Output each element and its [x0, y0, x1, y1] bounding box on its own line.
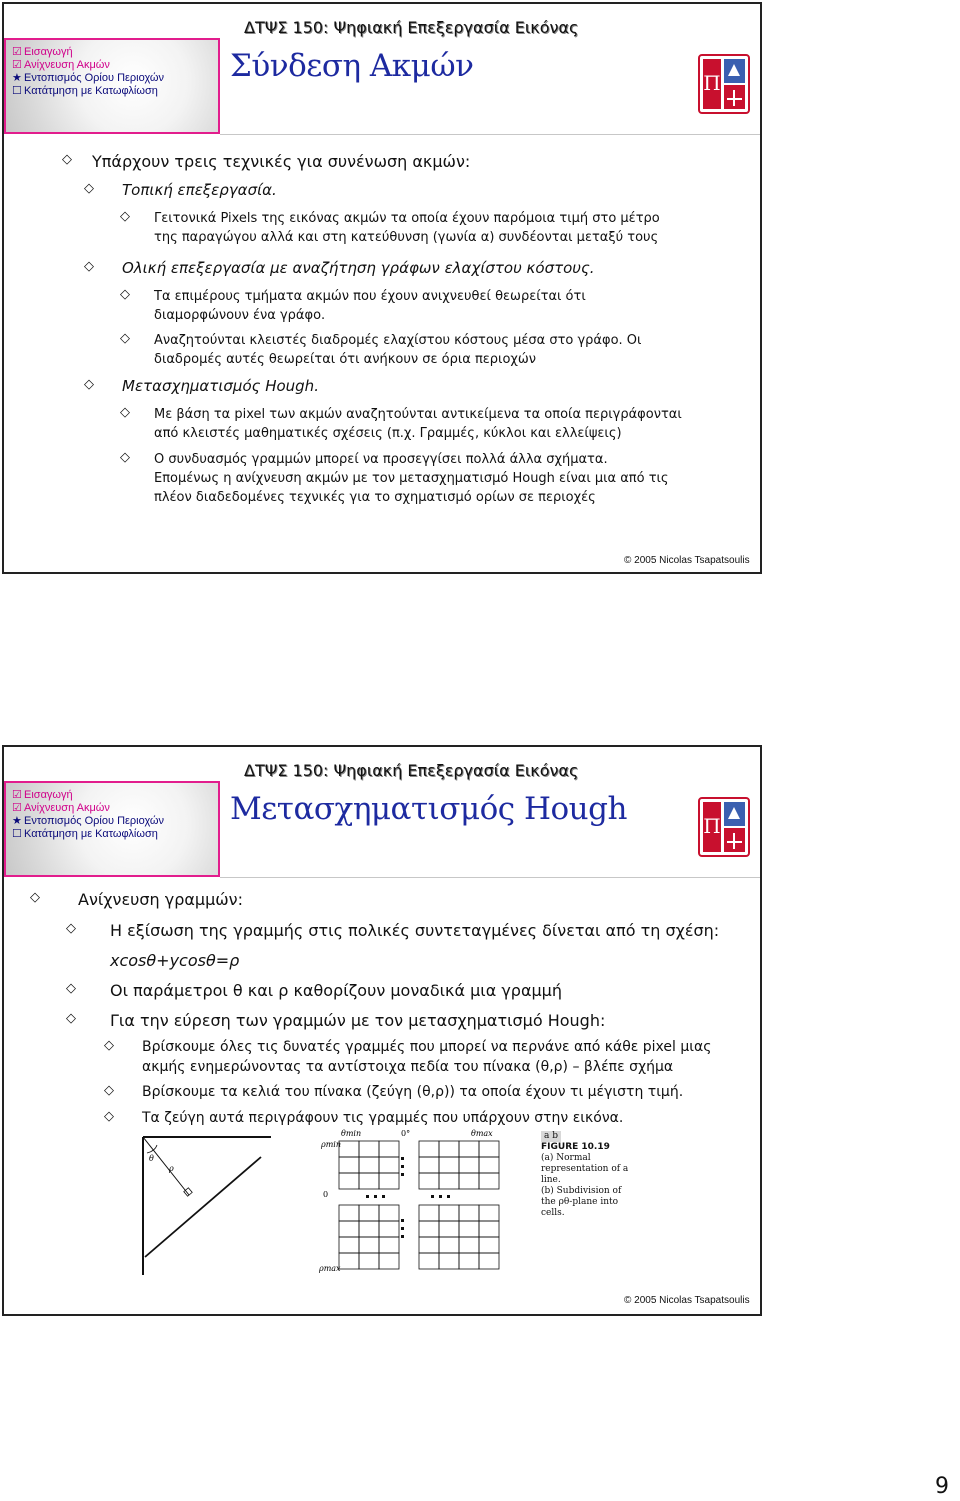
nav-item-label: Κατάτμηση με Κατωφλίωση: [24, 828, 158, 840]
course-title: ΔΤΨΣ 150: Ψηφιακή Επεξεργασία Εικόνας: [244, 18, 579, 37]
university-logo-icon: [698, 54, 750, 114]
course-title: ΔΤΨΣ 150: Ψηφιακή Επεξεργασία Εικόνας: [244, 761, 579, 780]
hough-diagram: [111, 1127, 531, 1277]
star-icon: ★: [12, 815, 22, 827]
rho-max-label: ρmax: [319, 1264, 341, 1273]
nav-item-label: Κατάτμηση με Κατωφλίωση: [24, 85, 158, 97]
rho-theta-grid: [318, 1129, 499, 1273]
theta-label: θ: [149, 1154, 154, 1163]
accumulator-cell: [339, 1205, 359, 1221]
diamond-bullet-icon: ◇: [84, 181, 94, 196]
figure-caption: [541, 1131, 631, 1219]
accumulator-cell: [359, 1141, 379, 1157]
rho-min-label: ρmin: [321, 1140, 341, 1149]
accumulator-cell: [359, 1253, 379, 1269]
nav-item-thresholding[interactable]: [12, 85, 164, 98]
copyright-notice: © 2005 Nicolas Tsapatsoulis: [624, 1295, 750, 1306]
nav-item-label: Εισαγωγή: [24, 46, 73, 58]
title-divider: [220, 877, 760, 878]
theta-zero-label: 0°: [401, 1129, 411, 1138]
accumulator-cell: [359, 1205, 379, 1221]
diamond-bullet-icon: ◇: [84, 377, 94, 392]
nav-item-label: Ανίχνευση Ακμών: [24, 802, 110, 814]
university-logo-icon: [698, 797, 750, 857]
diamond-bullet-icon: ◇: [66, 1011, 76, 1026]
diamond-bullet-icon: ◇: [120, 450, 130, 465]
accumulator-cell: [379, 1141, 399, 1157]
nav-item-label: Ανίχνευση Ακμών: [24, 59, 110, 71]
caption-a: (a) Normal representation of a line.: [541, 1153, 629, 1185]
accumulator-cell: [359, 1173, 379, 1189]
accumulator-cell: [439, 1221, 459, 1237]
copyright-notice: © 2005 Nicolas Tsapatsoulis: [624, 555, 750, 566]
diamond-bullet-icon: ◇: [66, 981, 76, 996]
accumulator-cell: [419, 1237, 439, 1253]
accumulator-cell: [379, 1205, 399, 1221]
diamond-bullet-icon: ◇: [120, 209, 130, 224]
accumulator-cell: [439, 1157, 459, 1173]
accumulator-cell: [479, 1173, 499, 1189]
caption-b: (b) Subdivision of the ρθ-plane into cells.: [541, 1186, 622, 1218]
figure-number: FIGURE 10.19: [541, 1142, 610, 1152]
diamond-bullet-icon: ◇: [84, 259, 94, 274]
accumulator-cell: [419, 1205, 439, 1221]
accumulator-cell: [459, 1205, 479, 1221]
accumulator-cell: [479, 1141, 499, 1157]
nav-item-thresholding[interactable]: [12, 828, 164, 841]
accumulator-cell: [459, 1157, 479, 1173]
slide-edge-linking: ΔΤΨΣ 150: Ψηφιακή Επεξεργασία Εικόνας ☑ Εισαγωγή ☑ Ανίχνευση Ακμών ★ Εντοπισμός Ορίου Περιοχών ☐ Κατάτμηση με Κατωφλίωση Σύνδεση Ακμών Π ◇ Υπάρχουν τρεις τεχνικές για συνένωση ακμών: ◇ Τοπική επεξεργασία. ◇ Γειτονικά Pixels της εικόνας ακμών τα οποία έχουν παρόμοια τιμή στο μέτρο της παραγώγου αλλά και στη κατεύθυνση (γωνία α) συνδέονται μεταξύ τους ◇ Ολική επεξεργασία με αναζήτηση γράφων ελαχίστου κόστους. ◇ Τα επιμέρους τμήματα ακμών που έχουν ανιχνευθεί θεωρείται ότι διαμορφώνουν ένα γράφο. ◇ Αναζητούνται κλειστές διαδρομές ελαχίστου κόστους μέσα στο γράφο. Οι διαδρομές αυτές θεωρείται ότι ανήκουν σε όρια περιοχών ◇ Μετασχηματισμός Hough. ◇ Με βάση τα pixel των ακμών αναζητούνται αντικείμενα τα οποία περιγράφονται από κλειστές μαθηματικές σχέσεις (π.χ. Γραμμές, κύκλοι και ελλείψεις) ◇ Ο συνδυασμός γραμμών μπορεί να προσεγγίσει πολλά άλλα σχήματα. Επομένως η ανίχνευση ακμών με τον μετασχηματισμό Hough είναι μια από τις πλέον διαδεδομένες τεχνικές για το σχηματισμό ορίων σε περιοχές © 2005 Nicolas Tsapatsoulis: [2, 2, 762, 574]
checkbox-empty-icon: ☐: [12, 828, 22, 840]
accumulator-cell: [439, 1253, 459, 1269]
accumulator-cell: [339, 1141, 359, 1157]
diamond-bullet-icon: ◇: [30, 890, 40, 905]
accumulator-cell: [379, 1157, 399, 1173]
accumulator-cell: [459, 1253, 479, 1269]
accumulator-cell: [419, 1173, 439, 1189]
accumulator-cell: [379, 1221, 399, 1237]
diamond-bullet-icon: ◇: [120, 405, 130, 420]
accumulator-cell: [479, 1221, 499, 1237]
section-nav: [4, 38, 220, 134]
accumulator-cell: [379, 1173, 399, 1189]
accumulator-cell: [339, 1221, 359, 1237]
diamond-bullet-icon: ◇: [120, 287, 130, 302]
accumulator-cell: [379, 1237, 399, 1253]
accumulator-cell: [439, 1205, 459, 1221]
diamond-bullet-icon: ◇: [66, 921, 76, 936]
line-normal-panel: [143, 1137, 271, 1275]
rho-zero-label: 0: [323, 1190, 329, 1199]
slide-title: Μετασχηματισμός Hough: [230, 791, 627, 827]
accumulator-cell: [479, 1157, 499, 1173]
accumulator-cell: [459, 1237, 479, 1253]
accumulator-cell: [419, 1157, 439, 1173]
slide-hough-transform: ΔΤΨΣ 150: Ψηφιακή Επεξεργασία Εικόνας ☑ Εισαγωγή ☑ Ανίχνευση Ακμών ★ Εντοπισμός Ορίου Περιοχών ☐ Κατάτμηση με Κατωφλίωση Μετασχηματισμός Hough Π ◇ Ανίχνευση γραμμών: ◇ Η εξίσωση της γραμμής στις πολικές συντεταγμένες δίνεται από τη σχέση: xcosθ+ycosθ=ρ ◇ Οι παράμετροι θ και ρ καθορίζουν μοναδικά μια γραμμή ◇ Για την εύρεση των γραμμών με τον μετασχηματισμό Hough: ◇ Βρίσκουμε όλες τις δυνατές γραμμές που μπορεί να περνάνε από κάθε pixel μιας ακμής ενημερώνοντας τα αντίστοιχα πεδία του πίνακα (θ,ρ) – βλέπε σχήμα ◇ Βρίσκουμε τα κελιά του πίνακα (ζεύγη (θ,ρ)) τα οποία έχουν τι μέγιστη τιμή. ◇ Τα ζεύγη αυτά περιγράφουν τις γραμμές που υπάρχουν στην εικόνα. θ ρ θmin 0° θmax ρmin 0 ρmax a b FIGURE 10.19 (a) Normal representation of a line. (b) Subdivision of the ρθ-plane into cells. © 2005 Nicolas Tsapatsoulis: [2, 745, 762, 1316]
accumulator-cell: [339, 1237, 359, 1253]
section-nav: [4, 781, 220, 877]
diamond-bullet-icon: ◇: [104, 1038, 114, 1053]
checkbox-empty-icon: ☐: [12, 85, 22, 97]
accumulator-cell: [339, 1253, 359, 1269]
diamond-bullet-icon: ◇: [62, 152, 72, 167]
accumulator-cell: [379, 1253, 399, 1269]
theta-min-label: θmin: [341, 1129, 362, 1138]
accumulator-cell: [359, 1221, 379, 1237]
hough-figure: [111, 1127, 631, 1277]
nav-item-edge-detection[interactable]: [12, 802, 164, 815]
svg-text:Π: Π: [703, 814, 721, 838]
accumulator-cell: [419, 1221, 439, 1237]
nav-item-intro[interactable]: [12, 46, 164, 59]
accumulator-cell: [359, 1157, 379, 1173]
checkbox-checked-icon: ☑: [12, 46, 22, 58]
checkbox-checked-icon: ☑: [12, 802, 22, 814]
rho-label: ρ: [169, 1164, 174, 1173]
accumulator-cell: [459, 1221, 479, 1237]
accumulator-cell: [359, 1237, 379, 1253]
slide-title: Σύνδεση Ακμών: [230, 48, 474, 84]
accumulator-cell: [339, 1157, 359, 1173]
star-icon: ★: [12, 72, 22, 84]
accumulator-cell: [339, 1173, 359, 1189]
accumulator-cell: [439, 1237, 459, 1253]
accumulator-cell: [419, 1253, 439, 1269]
nav-item-label: Εισαγωγή: [24, 789, 73, 801]
page-number: 9: [935, 1474, 949, 1499]
checkbox-checked-icon: ☑: [12, 59, 22, 71]
svg-text:Π: Π: [703, 71, 721, 95]
nav-item-intro[interactable]: [12, 789, 164, 802]
nav-item-label: Εντοπισμός Ορίου Περιοχών: [24, 72, 165, 84]
checkbox-checked-icon: ☑: [12, 789, 22, 801]
panel-labels: a b: [541, 1131, 561, 1142]
diamond-bullet-icon: ◇: [104, 1083, 114, 1098]
accumulator-cell: [439, 1141, 459, 1157]
nav-item-region-boundary[interactable]: [12, 72, 164, 85]
accumulator-cell: [479, 1205, 499, 1221]
accumulator-cell: [459, 1173, 479, 1189]
diamond-bullet-icon: ◇: [120, 331, 130, 346]
accumulator-cell: [439, 1173, 459, 1189]
title-divider: [220, 134, 760, 135]
diamond-bullet-icon: ◇: [104, 1109, 114, 1124]
accumulator-cell: [479, 1253, 499, 1269]
nav-item-edge-detection[interactable]: [12, 59, 164, 72]
nav-item-region-boundary[interactable]: [12, 815, 164, 828]
accumulator-cell: [459, 1141, 479, 1157]
theta-max-label: θmax: [471, 1129, 493, 1138]
accumulator-cell: [419, 1141, 439, 1157]
grid-cells: [339, 1141, 499, 1269]
accumulator-cell: [479, 1237, 499, 1253]
nav-item-label: Εντοπισμός Ορίου Περιοχών: [24, 815, 165, 827]
